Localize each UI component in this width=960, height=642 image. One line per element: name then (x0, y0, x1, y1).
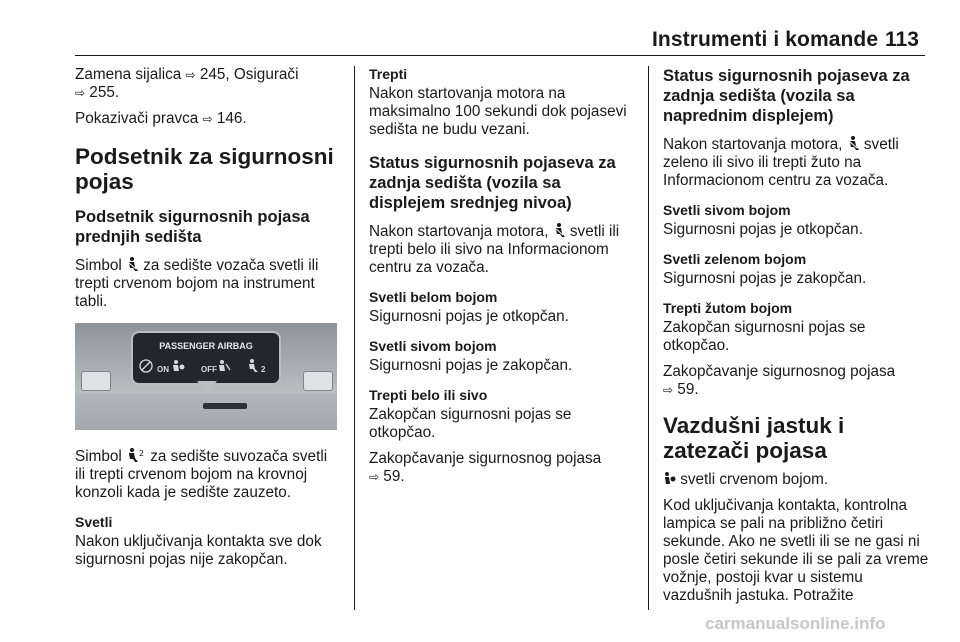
label-svetli-belo: Svetli belom bojom (369, 289, 498, 305)
paragraph-reference-59: Zakopčavanje sigurnosnog pojasa ⇨ 59. (663, 363, 896, 398)
page-header-title: Instrumenti i komande (652, 28, 879, 51)
label-trepti-belo: Trepti belo ili sivo (369, 387, 488, 403)
passenger-airbag-off-icon (217, 359, 231, 373)
seatbelt-driver-icon (126, 257, 139, 272)
reference-arrow-icon: ⇨ (202, 112, 213, 126)
reference-arrow-icon: ⇨ (185, 68, 196, 82)
paragraph-otkopcan: Sigurnosni pojas je otkopčan. (369, 308, 569, 325)
paragraph-zakopcan: Sigurnosni pojas je zakopčan. (369, 357, 573, 374)
section-heading-seatbelt-reminder: Podsetnik za sigurnosni pojas (75, 144, 334, 194)
column-1 (75, 66, 341, 577)
watermark: carmanualsonline.info (705, 614, 886, 633)
paragraph-svetli: Nakon uključivanja kontakta sve dok sigurnosni pojas nije zakopčan. (75, 533, 322, 568)
paragraph-airbag-light: svetli crvenom bojom. (663, 471, 931, 489)
label-svetli: Svetli (75, 514, 113, 530)
paragraph-airbag-description: Kod uključivanja kontakta, kontrolna lampica se pali na približno četiri sekunde. Ako ne svetli ili se ne gasi ni posle četiri sekunde ili se pali za vreme vožnje, postoji kvar u sistemu vazdušnih jastuka. Potražite (663, 497, 929, 604)
reference-arrow-icon: ⇨ (75, 86, 86, 100)
paragraph-otkopcao: Zakopčan sigurnosni pojas se otkopčao. (369, 406, 572, 441)
paragraph-zakopcan: Sigurnosni pojas je zakopčan. (663, 270, 867, 287)
column-divider-1 (354, 66, 355, 610)
seatbelt-rear-icon (847, 136, 860, 151)
page-number: 113 (885, 28, 919, 51)
seatbelt-passenger-icon (126, 448, 146, 463)
airbag-off-icon (139, 359, 153, 373)
label-svetli-zeleno: Svetli zelenom bojom (663, 251, 807, 267)
header-rule (75, 55, 925, 56)
column-3 (663, 66, 931, 613)
airbag-on-label: ON (157, 365, 169, 374)
label-svetli-sivo: Svetli sivom bojom (369, 338, 497, 354)
paragraph-rear-status-mid: Nakon startovanja motora, svetli ili trepti belo ili sivo na Informacionom centru za vozača. (369, 223, 620, 276)
paragraph-rear-status-advanced: Nakon startovanja motora, svetli zeleno ili sivo ili trepti žuto na Informacionom centru za vozača. (663, 136, 899, 189)
label-trepti: Trepti (369, 66, 408, 82)
overhead-console-figure (75, 323, 337, 430)
svg-text:2: 2 (139, 449, 145, 458)
subheading-rear-seats-advanced-display: Status sigurnosnih pojaseva za zadnja sedišta (vozila sa naprednim displejem) (663, 67, 910, 125)
subheading-front-seats: Podsetnik sigurnosnih pojasa prednjih sedišta (75, 208, 310, 246)
passenger-airbag-label: PASSENGER AIRBAG (159, 341, 253, 351)
paragraph-driver-symbol: Simbol za sedište vozača svetli ili trepti crvenom bojom na instrument tabli. (75, 257, 319, 310)
seatbelt-passenger-icon (247, 359, 259, 373)
passenger-airbag-panel (131, 331, 281, 385)
column-divider-2 (648, 66, 649, 610)
paragraph-otkopcao: Zakopčan sigurnosni pojas se otkopčao. (663, 319, 866, 354)
paragraph-passenger-symbol: Simbol 2 za sedište suvozača svetli ili trepti crvenom bojom na krovnoj konzoli kada je sedište zauzeto. (75, 448, 328, 501)
passenger-airbag-on-icon (171, 359, 185, 373)
seat-number-label: 2 (261, 365, 266, 374)
reference-arrow-icon: ⇨ (369, 470, 380, 484)
section-heading-airbag: Vazdušni jastuk i zatezači pojasa (663, 413, 845, 463)
reference-arrow-icon: ⇨ (663, 383, 674, 397)
column-2 (369, 66, 637, 494)
label-trepti-zuto: Trepti žutom bojom (663, 300, 793, 316)
seatbelt-rear-icon (553, 223, 566, 238)
paragraph-reference-59: Zakopčavanje sigurnosnog pojasa ⇨ 59. (369, 450, 602, 485)
label-svetli-sivo: Svetli sivom bojom (663, 202, 791, 218)
paragraph-bulb-replacement: Zamena sijalica ⇨ 245, Osigurači ⇨ 255. (75, 66, 299, 101)
paragraph-turn-signals: Pokazivači pravca ⇨ 146. (75, 110, 247, 127)
subheading-rear-seats-mid-display: Status sigurnosnih pojaseva za zadnja sedišta (vozila sa displejem srednjeg nivoa) (369, 154, 616, 212)
paragraph-otkopcan: Sigurnosni pojas je otkopčan. (663, 221, 863, 238)
airbag-off-label: OFF (201, 365, 217, 374)
paragraph-trepti: Nakon startovanja motora na maksimalno 100 sekundi dok pojasevi sedišta ne budu vezani. (369, 85, 627, 138)
airbag-warning-icon (663, 471, 676, 486)
